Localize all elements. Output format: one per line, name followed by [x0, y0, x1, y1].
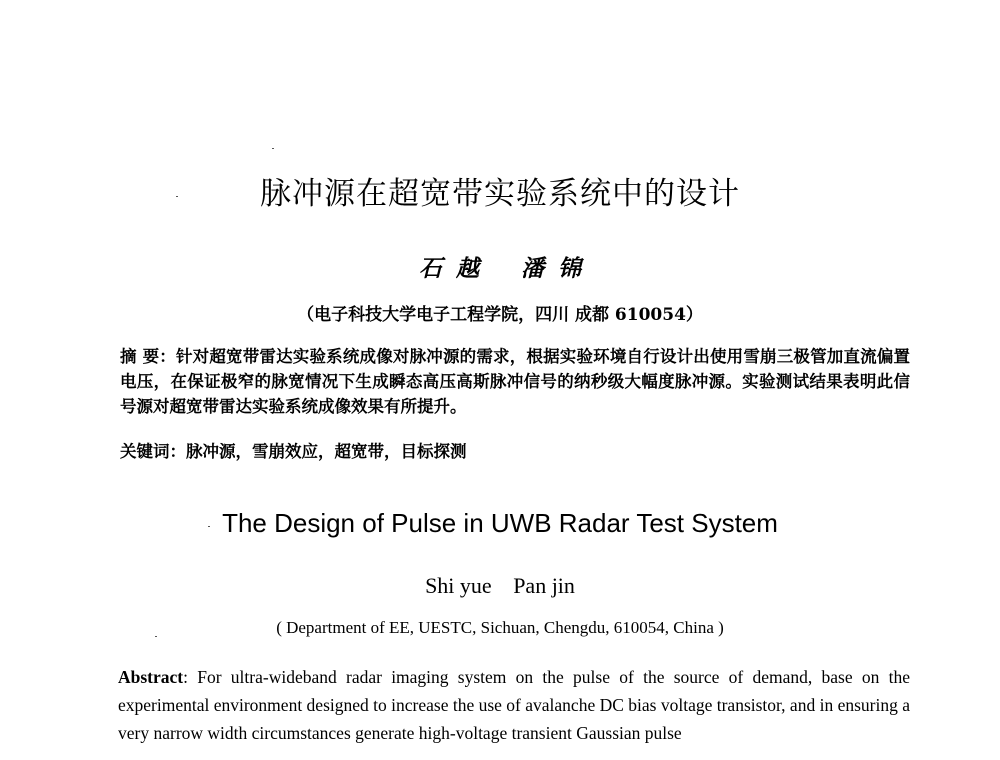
english-abstract-text: : For ultra-wideband radar imaging system on the pulse of the source of demand, base on the experimental environment designed to increase the use of avalanche DC bias voltage transistor, and in ensuring a very narrow width circumstances generate high-voltage transient Gaussian pulse	[118, 667, 910, 743]
english-abstract	[118, 663, 910, 747]
chinese-abstract-label: 摘 要：	[120, 347, 176, 366]
chinese-keywords-text: 脉冲源，雪崩效应，超宽带，目标探测	[186, 442, 467, 461]
chinese-abstract	[120, 344, 910, 419]
chinese-authors	[0, 250, 1000, 283]
english-abstract-label: Abstract	[118, 667, 184, 687]
chinese-affiliation: （电子科技大学电子工程学院，四川 成都 610054）	[297, 305, 703, 325]
chinese-keywords	[120, 438, 910, 462]
english-author-2: Pan jin	[513, 573, 575, 598]
english-author-1: Shi yue	[425, 573, 492, 598]
chinese-author-1: 石 越	[418, 255, 479, 282]
english-authors	[0, 573, 1000, 599]
chinese-author-2: 潘 锦	[521, 255, 582, 282]
english-title: The Design of Pulse in UWB Radar Test System	[222, 508, 778, 538]
chinese-title: 脉冲源在超宽带实验系统中的设计	[260, 176, 740, 212]
chinese-abstract-text: 针对超宽带雷达实验系统成像对脉冲源的需求，根据实验环境自行设计出使用雪崩三极管加直流偏置电压，在保证极窄的脉宽情况下生成瞬态高压高斯脉冲信号的纳秒级大幅度脉冲源。实验测试结果表明此信号源对超宽带雷达实验系统成像效果有所提升。	[120, 347, 911, 416]
chinese-keywords-label: 关键词：	[120, 442, 186, 461]
english-affiliation: ( Department of EE, UESTC, Sichuan, Chengdu, 610054, China )	[276, 618, 724, 637]
scan-speck	[272, 148, 274, 149]
